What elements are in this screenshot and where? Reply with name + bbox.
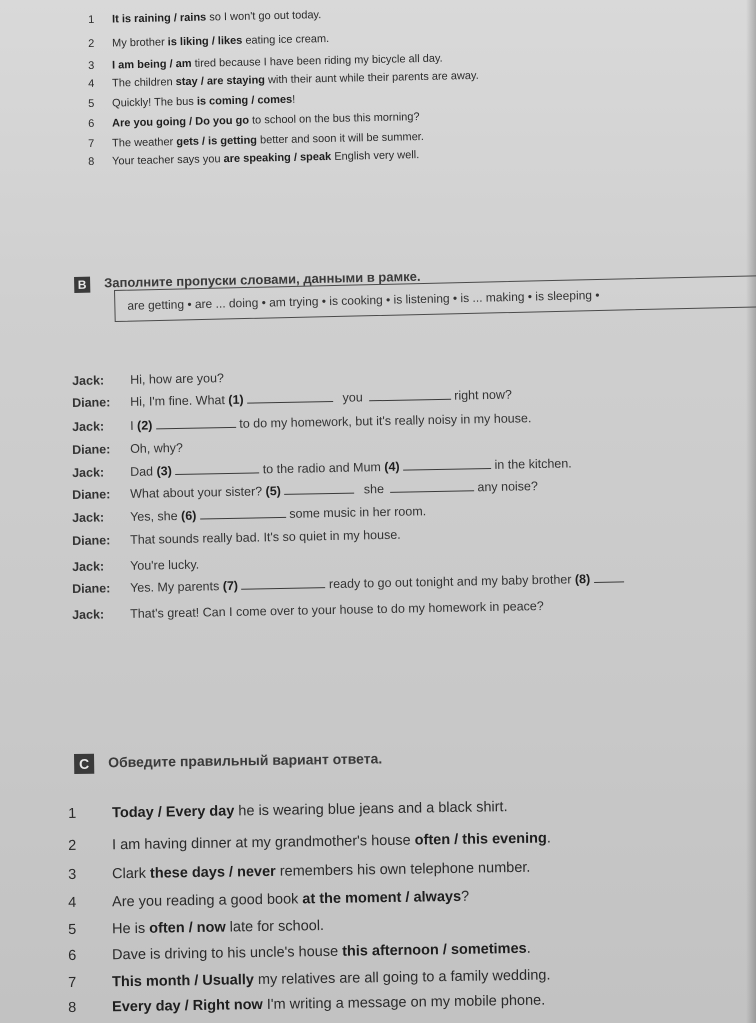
item-text: Are you reading a good book [111,891,303,911]
item-text: I'm writing a message on my mobile phone. [262,992,546,1013]
gap-8-blank[interactable] [594,581,624,583]
answer-options: This month / Usually [111,972,255,991]
item-number: 6 [68,947,77,964]
dialogue-text: to the radio and Mum [262,460,385,477]
dialogue-text: Dad [129,464,157,479]
item-number: 4 [88,77,95,90]
item-text: ! [292,93,296,106]
answer-options: these days / never [149,863,276,882]
item-number: 7 [88,137,95,150]
item-number: 5 [88,97,95,110]
section-c-header [74,750,382,774]
item-text: Clark [111,865,151,883]
dialogue-text: That sounds really bad. It's so quiet in my house. [129,527,401,547]
speaker-jack: Jack: [72,465,105,480]
gap-4-blank[interactable] [403,468,491,471]
item-number: 4 [68,894,77,911]
item-text: English very well. [331,149,420,163]
item-number: 2 [68,837,77,854]
dialogue-text: Yes, she [129,508,182,524]
gap-number: (1) [228,392,244,407]
item-text: remembers his own telephone number. [275,859,531,880]
section-letter: C [74,754,94,774]
item-text: Dave is driving to his uncle's house [111,943,343,964]
speaker-diane: Diane: [72,487,111,502]
gap-5-blank[interactable] [284,493,354,495]
item-text: . [526,940,531,957]
gap-number: (5) [265,483,281,499]
item-number: 7 [68,974,77,991]
gap-5b-blank[interactable] [390,490,474,493]
item-text: tired because I have been riding my bicycle all day. [191,52,443,70]
answer-options: is liking / likes [167,34,243,49]
item-text: My brother [111,36,168,50]
speaker-jack: Jack: [72,373,105,388]
item-text: The weather [111,136,177,150]
dialogue-text: right now? [454,387,513,403]
section-instruction: Обведите правильный вариант ответа. [108,750,383,771]
dialogue-text: any noise? [477,479,539,495]
speaker-diane: Diane: [72,442,111,457]
dialogue-text: in the kitchen. [494,456,572,472]
gap-number: (7) [222,578,239,594]
answer-options: this afternoon / sometimes [342,940,527,960]
answer-options: at the moment / always [302,888,462,908]
gap-1-blank[interactable] [247,401,333,404]
item-number: 5 [68,921,77,938]
item-number: 3 [88,59,95,72]
answer-options: Today / Every day [111,803,235,822]
answer-options: I am being / am [111,57,192,72]
gap-3-blank[interactable] [175,472,259,475]
answer-options: It is raining / rains [111,11,207,26]
dialogue-text: You're lucky. [129,557,200,573]
dialogue-text: What about your sister? [129,484,266,501]
item-text: late for school. [225,917,325,936]
item-text: eating ice cream. [242,32,330,47]
item-text: He is [111,920,150,938]
item-number: 6 [88,117,95,130]
item-text: . [546,830,551,847]
answer-options: Are you going / Do you go [111,114,250,130]
speaker-diane: Diane: [72,533,111,548]
answer-options: Every day / Right now [111,996,263,1016]
item-text: so I won't go out today. [206,9,322,24]
speaker-diane: Diane: [72,395,111,410]
gap-2-blank[interactable] [156,427,236,430]
item-text: he is wearing blue jeans and a black shirt. [234,799,508,820]
dialogue-text: Hi, how are you? [129,371,225,387]
gap-number: (3) [156,464,172,479]
item-number: 1 [68,805,77,822]
item-number: 8 [68,999,77,1016]
section-letter: B [74,276,90,292]
item-text: Quickly! The bus [111,95,198,110]
answer-options: often / this evening [414,830,547,849]
answer-options: often / now [149,919,226,937]
speaker-jack: Jack: [72,419,105,434]
gap-number: (8) [574,572,591,587]
dialogue-text: Hi, I'm fine. What [129,393,229,409]
item-text: better and soon it will be summer. [256,130,424,147]
answer-options: is coming / comes [196,93,293,108]
item-number: 2 [88,37,95,50]
gap-number: (6) [180,508,197,523]
item-number: 8 [88,155,95,168]
dialogue-text: she [363,482,385,497]
gap-7-blank[interactable] [242,587,326,590]
answer-options: stay / are staying [175,74,266,89]
word-box-text: are getting • are ... doing • am trying • is cooking • is listening • is ... making • is sleeping • [127,287,600,313]
dialogue-text: I [129,418,138,433]
dialogue-text: That's great! Can I come over to your house to do my homework in peace? [129,598,544,621]
dialogue-text: you [342,390,363,405]
dialogue-text: Oh, why? [129,440,184,456]
dialogue-text: ready to go out tonight and my baby brother [328,572,576,592]
item-text: with their aunt while their parents are away. [264,69,479,87]
speaker-diane: Diane: [72,581,111,596]
speaker-jack: Jack: [72,510,105,525]
section-instruction: Заполните пропуски словами, данными в рамке. [103,268,421,291]
item-text: I am having dinner at my grandmother's house [111,832,415,854]
item-text: The children [111,76,176,90]
dialogue-text: some music in her room. [289,504,427,521]
item-text: ? [460,888,470,905]
answer-options: are speaking / speak [223,150,332,166]
item-text: my relatives are all going to a family wedding. [253,967,551,989]
dialogue-text: Yes. My parents [129,579,223,595]
speaker-jack: Jack: [72,607,105,622]
item-number: 1 [88,13,95,26]
page-shadow [746,0,756,1023]
gap-number: (4) [384,459,400,475]
gap-number: (2) [136,418,153,433]
answer-options: gets / is getting [176,134,258,149]
item-number: 3 [68,866,77,883]
gap-6-blank[interactable] [200,517,286,520]
dialogue-text: to do my homework, but it's really noisy in my house. [239,411,532,431]
item-text: Your teacher says you [111,153,224,168]
item-text: to school on the bus this morning? [248,111,420,127]
gap-1b-blank[interactable] [369,399,451,402]
speaker-jack: Jack: [72,559,105,574]
